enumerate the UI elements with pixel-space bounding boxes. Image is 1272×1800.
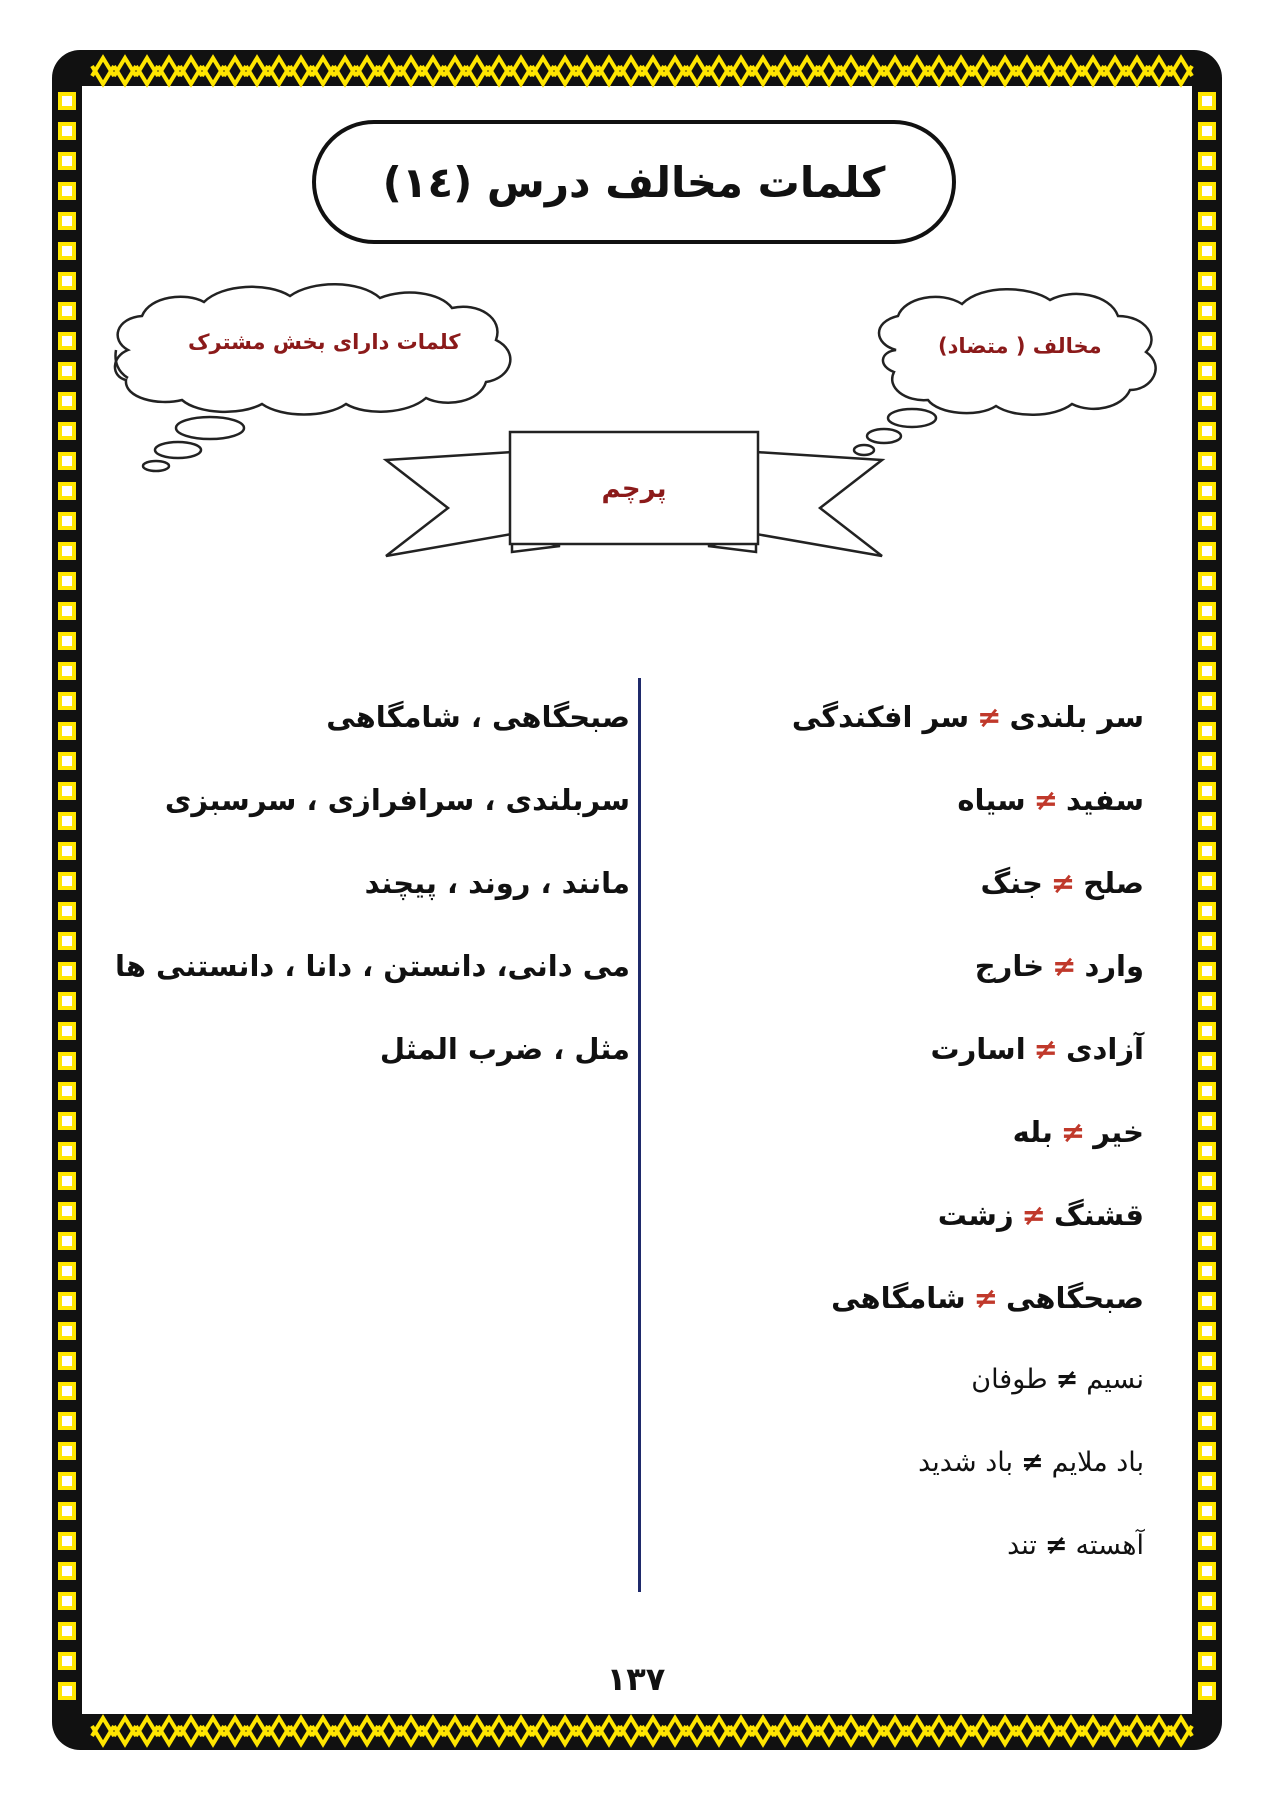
cloud-right [854, 289, 1156, 455]
opposite-word-a: سر بلندی [1009, 700, 1144, 734]
not-equal-icon: ≠ [1052, 949, 1077, 983]
related-words-row: سربلندی ، سرافرازی ، سرسبزی [164, 783, 630, 817]
opposite-pair [1013, 1115, 1144, 1149]
opposite-word-a: نسیم [1086, 1364, 1144, 1395]
opposite-pair [938, 1198, 1144, 1232]
cloud-left [115, 284, 510, 471]
opposite-word-a: صلح [1083, 866, 1144, 900]
opposite-word-b: تند [1007, 1530, 1037, 1561]
opposite-pair [831, 1281, 1144, 1315]
opposite-word-b: بله [1012, 1115, 1053, 1149]
related-words-row: مانند ، روند ، پیچند [364, 866, 630, 900]
related-words-list [114, 700, 630, 1120]
related-words-row: صبحگاهی ، شامگاهی [326, 700, 630, 734]
not-equal-icon: ≠ [1044, 1530, 1068, 1561]
not-equal-icon: ≠ [977, 700, 1002, 734]
opposite-word-a: قشنگ [1053, 1198, 1144, 1232]
opposite-word-b: سر افکندگی [791, 700, 970, 734]
opposites-list [760, 700, 1144, 1600]
not-equal-icon: ≠ [1055, 1364, 1079, 1395]
opposite-word-a: صبحگاهی [1006, 1281, 1144, 1315]
opposite-word-b: طوفان [971, 1364, 1048, 1395]
opposite-pair [792, 700, 1144, 734]
not-equal-icon: ≠ [973, 1281, 999, 1315]
opposite-word-b: سیاه [957, 783, 1026, 817]
opposite-word-a: سفید [1066, 783, 1144, 817]
not-equal-icon: ≠ [1020, 1447, 1044, 1478]
opposite-word-a: آهسته [1075, 1530, 1144, 1561]
not-equal-icon: ≠ [1021, 1198, 1046, 1232]
opposite-word-b: شامگاهی [831, 1281, 966, 1315]
opposite-word-a: خیر [1093, 1115, 1144, 1149]
opposite-word-b: باد شدید [918, 1447, 1013, 1478]
cloud-right-label: مخالف ( متضاد) [938, 334, 1102, 358]
related-words-row: می دانی، دانستن ، دانا ، دانستنی ها [114, 949, 630, 983]
opposite-word-a: باد ملایم [1051, 1447, 1144, 1478]
cloud-left-label: کلمات دارای بخش مشترک [188, 330, 461, 354]
page-number: ۱۳۷ [606, 1660, 666, 1698]
opposite-word-b: خارج [974, 949, 1045, 983]
opposite-word-b: اسارت [930, 1032, 1026, 1066]
opposite-pair [930, 1032, 1144, 1066]
not-equal-icon: ≠ [1060, 1115, 1086, 1149]
not-equal-icon: ≠ [1050, 866, 1076, 900]
opposite-pair [918, 1447, 1144, 1478]
opposite-word-a: وارد [1084, 949, 1144, 983]
related-words-row: مثل ، ضرب المثل [379, 1032, 630, 1066]
column-divider [638, 678, 641, 1592]
opposite-pair [975, 949, 1144, 983]
opposite-pair [971, 1364, 1144, 1395]
not-equal-icon: ≠ [1033, 783, 1059, 817]
not-equal-icon: ≠ [1033, 1032, 1058, 1066]
banner-word: پرچم [601, 474, 667, 504]
opposite-pair [980, 866, 1144, 900]
page-title: کلمات مخالف درس (۱٤) [382, 157, 886, 207]
title-illustration [0, 0, 1272, 600]
opposite-pair [957, 783, 1144, 817]
opposite-word-a: آزادی [1065, 1032, 1144, 1066]
opposite-pair [1007, 1530, 1144, 1561]
opposite-word-b: زشت [937, 1198, 1014, 1232]
opposite-word-b: جنگ [980, 866, 1043, 900]
